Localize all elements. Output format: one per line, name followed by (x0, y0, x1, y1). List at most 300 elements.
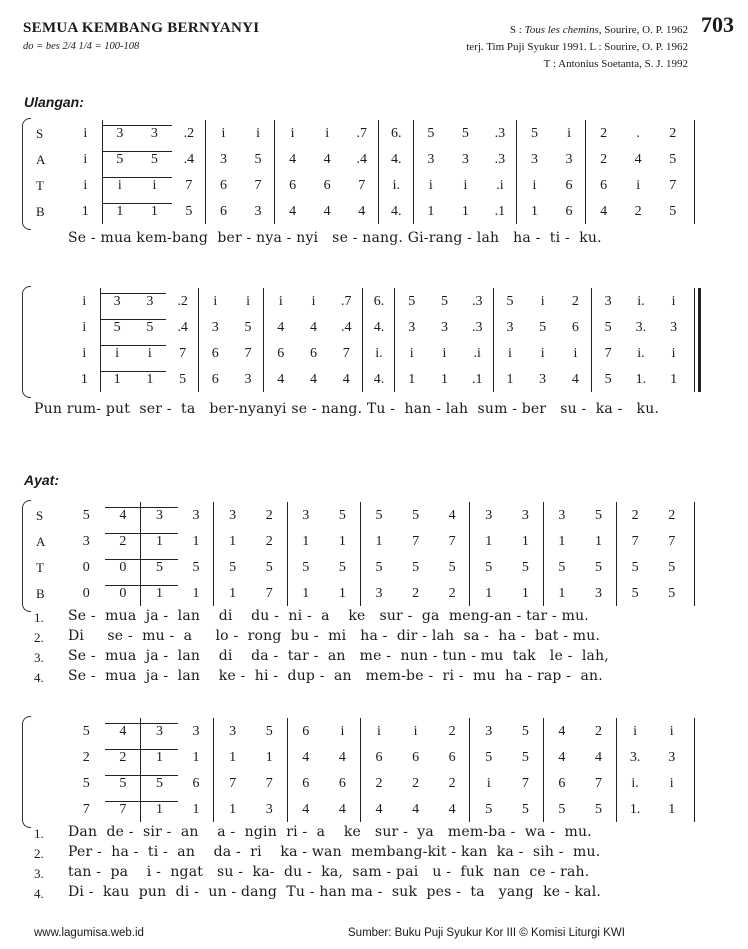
system4-note-s: 4 (558, 724, 566, 739)
system2-note-t: 7 (179, 346, 187, 361)
system1-note-s: .7 (356, 126, 367, 141)
system1-note-s: 6. (391, 126, 402, 141)
system2-lyric: Pun rum- put ser - ta ber-nyanyi se - nang. Tu - han - lah sum - ber su - ka - ku. (34, 401, 660, 417)
song-title: SEMUA KEMBANG BERNYANYI (23, 20, 260, 36)
system2-note-t: 6 (277, 346, 285, 361)
system4-note-t: 6 (302, 776, 310, 791)
system1-beam (103, 125, 172, 126)
system3-note-t: 5 (521, 560, 529, 575)
system4-note-a: 5 (521, 750, 529, 765)
system3-note-t: 5 (412, 560, 420, 575)
system3-note-b: 1 (338, 586, 346, 601)
system3-beam (105, 507, 178, 508)
system2-note-a: 5 (113, 320, 121, 335)
system3-beam (105, 585, 178, 586)
system3-verse-number: 2. (34, 630, 44, 645)
system2-note-s: .2 (177, 294, 188, 309)
system2-note-b: 6 (211, 372, 219, 387)
system1-note-s: i (567, 126, 571, 141)
system3-note-b: 1 (155, 586, 163, 601)
system3-end-barline (694, 502, 695, 606)
system2-note-a: i (82, 320, 87, 335)
system2-note-a: 4. (373, 320, 385, 335)
system3-note-t: 5 (595, 560, 603, 575)
system2-note-s: i (246, 294, 250, 309)
system3-note-a: 1 (558, 534, 566, 549)
system3-note-t: 5 (375, 560, 383, 575)
system4-note-s: i (633, 724, 638, 739)
system3-note-s: 4 (119, 508, 127, 523)
system3-voice-B: B (36, 586, 45, 601)
system1-note-s: 5 (461, 126, 469, 141)
system2-final-barline (698, 288, 701, 392)
system2-note-t: i (147, 346, 152, 361)
system4-note-t: 6 (338, 776, 346, 791)
system1-note-s: 5 (427, 126, 435, 141)
system4-verse-number: 4. (34, 886, 44, 901)
system1-note-a: 4. (391, 152, 402, 167)
system1-note-a: 3 (565, 152, 573, 167)
system2-note-t: .i (473, 346, 481, 361)
system1-note-b: 4 (600, 204, 608, 219)
system4-note-b: 5 (558, 802, 566, 817)
system2-note-s: .7 (341, 294, 352, 309)
system3-note-b: 1 (521, 586, 529, 601)
system4-verse-lyric: Per - ha - ti - an da - ri ka - wan membang-kit - kan ka - sih - mu. (68, 844, 601, 860)
system1-note-t: i (117, 178, 122, 193)
system3-note-s: 3 (229, 508, 237, 523)
system2-note-s: i (213, 294, 218, 309)
system1-note-a: 2 (600, 152, 608, 167)
system1-voice-T: T (36, 178, 44, 193)
system3-note-t: 0 (82, 560, 90, 575)
system3-note-s: 2 (631, 508, 639, 523)
system4-note-b: 1. (629, 802, 641, 817)
system3-note-b: 5 (631, 586, 639, 601)
system4-barline (287, 718, 288, 822)
system4-barline (360, 718, 361, 822)
system4-note-b: 5 (595, 802, 603, 817)
system2-note-b: 1. (635, 372, 647, 387)
system4-barline (543, 718, 544, 822)
system4-note-b: 3 (265, 802, 273, 817)
system4-note-b: 4 (338, 802, 346, 817)
system1-note-t: 6 (289, 178, 297, 193)
system1-note-b: 4 (358, 204, 366, 219)
system4-note-a: 5 (485, 750, 493, 765)
system3-barline (287, 502, 288, 606)
system1-note-a: .4 (183, 152, 195, 167)
system2-note-s: 3 (146, 294, 154, 309)
system2-note-b: 4. (373, 372, 385, 387)
system4-note-s: 3 (485, 724, 493, 739)
system4-note-a: 2 (82, 750, 90, 765)
system3-note-t: 5 (485, 560, 493, 575)
system3-note-s: 2 (265, 508, 273, 523)
system4-note-t: 6 (192, 776, 200, 791)
system4-verse-number: 1. (34, 826, 44, 841)
system2-note-s: 5 (506, 294, 514, 309)
system4-note-b: 4 (375, 802, 383, 817)
system4-note-s: 2 (448, 724, 456, 739)
system4-note-t: 7 (229, 776, 237, 791)
system4-note-a: 6 (412, 750, 420, 765)
footer-website: www.lagumisa.web.id (34, 927, 144, 939)
system4-note-t: 5 (155, 776, 163, 791)
system2-note-b: 4 (310, 372, 318, 387)
system3-note-s: 5 (375, 508, 383, 523)
system2-note-b: 4 (277, 372, 285, 387)
system4-verse-lyric: tan - pa i - ngat su - ka- du - ka, sam - pai u - fuk nan ce - rah. (68, 864, 590, 880)
system2-note-t: i (573, 346, 578, 361)
system2-beam (101, 293, 166, 294)
system4-note-a: 1 (265, 750, 273, 765)
system4-note-t: 7 (521, 776, 529, 791)
system3-barline (469, 502, 470, 606)
system4-note-s: 3 (155, 724, 163, 739)
system3-verse-number: 1. (34, 610, 44, 625)
system3-barline (140, 502, 141, 606)
system4-note-t: 6 (558, 776, 566, 791)
system4-note-a: 3. (629, 750, 641, 765)
system3-note-b: 3 (595, 586, 603, 601)
system1-note-s: 2 (600, 126, 608, 141)
system2-note-b: 4 (571, 372, 579, 387)
system4-note-t: 5 (119, 776, 127, 791)
system3-note-t: 5 (229, 560, 237, 575)
system2-note-a: 4 (277, 320, 285, 335)
system1-note-s: . (636, 126, 640, 141)
system2-note-a: 5 (146, 320, 154, 335)
system1-voice-B: B (36, 204, 45, 219)
system4-brace (22, 716, 31, 828)
system3-note-b: 5 (668, 586, 676, 601)
system4-note-b: 5 (485, 802, 493, 817)
system2-note-a: 5 (244, 320, 252, 335)
system1-beam (103, 177, 172, 178)
system1-barline (413, 120, 414, 224)
system2-note-a: 3 (670, 320, 678, 335)
system2-brace (22, 286, 31, 398)
credit-text: T : Antonius Soetanta, S. J. 1992 (543, 58, 688, 70)
verse-heading: Ayat: (24, 472, 60, 488)
system4-note-t: 2 (448, 776, 456, 791)
system4-beam (105, 723, 178, 724)
system4-note-s: i (377, 724, 381, 739)
system3-verse-lyric: Se - mua ja - lan ke - hi - dup - an mem-be - ri - mu ha - rap - an. (68, 668, 603, 684)
system3-note-s: 5 (595, 508, 603, 523)
system1-voice-A: A (36, 152, 46, 167)
system1-note-s: 2 (669, 126, 677, 141)
system2-note-b: .1 (471, 372, 483, 387)
system2-note-t: 7 (244, 346, 252, 361)
system3-note-t: 5 (558, 560, 566, 575)
system3-note-s: 3 (155, 508, 163, 523)
system3-note-t: 5 (265, 560, 273, 575)
system2-note-s: i (671, 294, 676, 309)
system3-voice-A: A (36, 534, 46, 549)
system4-note-b: 1 (192, 802, 200, 817)
system1-note-t: 7 (254, 178, 262, 193)
system2-note-b: 3 (244, 372, 252, 387)
system3-note-a: 2 (119, 534, 127, 549)
system2-beam (101, 345, 166, 346)
system1-voice-S: S (36, 126, 44, 141)
system3-note-s: 5 (338, 508, 346, 523)
system2-beam (101, 319, 166, 320)
system4-note-b: 7 (82, 802, 90, 817)
system2-note-b: 1 (408, 372, 416, 387)
system2-note-a: 3 (408, 320, 416, 335)
system4-note-s: 3 (229, 724, 237, 739)
system3-note-t: 5 (155, 560, 163, 575)
system4-beam (105, 749, 178, 750)
system1-note-b: 2 (634, 204, 642, 219)
system2-barline (362, 288, 363, 392)
system2-barline (493, 288, 494, 392)
system4-end-barline (694, 718, 695, 822)
system4-barline (213, 718, 214, 822)
system4-note-b: 1 (155, 802, 163, 817)
system1-note-b: .1 (494, 204, 506, 219)
system2-note-t: 7 (604, 346, 612, 361)
system1-note-s: 5 (530, 126, 538, 141)
system3-note-s: 4 (448, 508, 456, 523)
system1-barline (378, 120, 379, 224)
system3-note-b: 0 (82, 586, 90, 601)
system1-note-b: 4 (289, 204, 297, 219)
system2-note-t: i (409, 346, 414, 361)
system3-note-b: 7 (265, 586, 273, 601)
system1-barline (516, 120, 517, 224)
system4-note-b: 7 (119, 802, 127, 817)
system2-note-b: 3 (539, 372, 547, 387)
system2-note-a: 6 (571, 320, 579, 335)
system1-note-s: .2 (183, 126, 195, 141)
system4-note-a: 4 (338, 750, 346, 765)
system2-barline (198, 288, 199, 392)
system2-barline (263, 288, 264, 392)
system3-verse-number: 4. (34, 670, 44, 685)
system2-note-b: 5 (179, 372, 187, 387)
system4-note-s: 3 (192, 724, 200, 739)
system3-note-a: 1 (485, 534, 493, 549)
system2-note-s: 5 (408, 294, 416, 309)
system1-note-b: 5 (185, 204, 193, 219)
system3-note-a: 7 (448, 534, 456, 549)
system2-note-a: .4 (341, 320, 352, 335)
system1-note-t: 7 (185, 178, 193, 193)
system3-barline (543, 502, 544, 606)
system1-note-t: i (463, 178, 468, 193)
system2-note-s: .3 (471, 294, 483, 309)
system2-note-t: i (508, 346, 512, 361)
system4-note-b: 5 (521, 802, 529, 817)
system1-note-a: 3 (427, 152, 435, 167)
system3-note-b: 2 (412, 586, 420, 601)
system2-note-a: 3 (506, 320, 514, 335)
system2-note-s: 5 (440, 294, 448, 309)
system1-note-s: 3 (150, 126, 158, 141)
system3-note-t: 5 (338, 560, 346, 575)
system2-note-s: i. (637, 294, 645, 309)
system3-note-b: 1 (192, 586, 200, 601)
system1-note-s: i (83, 126, 88, 141)
system1-barline (205, 120, 206, 224)
system2-note-s: 6. (373, 294, 385, 309)
system1-note-s: i (290, 126, 295, 141)
system4-note-t: 7 (595, 776, 603, 791)
system2-note-a: .4 (177, 320, 188, 335)
system3-note-t: 5 (448, 560, 456, 575)
system3-note-s: 3 (192, 508, 200, 523)
system4-note-b: 4 (412, 802, 420, 817)
system3-note-a: 3 (82, 534, 90, 549)
system1-note-s: 3 (116, 126, 124, 141)
system4-note-s: 5 (521, 724, 529, 739)
system1-note-t: 7 (358, 178, 366, 193)
system4-note-t: 2 (375, 776, 383, 791)
system3-note-a: 1 (375, 534, 383, 549)
system4-note-b: 1 (668, 802, 676, 817)
system1-note-a: 5 (669, 152, 677, 167)
system2-note-s: 3 (113, 294, 121, 309)
system3-beam (105, 533, 178, 534)
system3-beam (105, 559, 178, 560)
system2-note-s: i (540, 294, 545, 309)
system3-note-t: 0 (119, 560, 127, 575)
system1-note-a: 5 (150, 152, 158, 167)
system1-note-t: .i (496, 178, 504, 193)
system2-note-b: 1 (146, 372, 154, 387)
system2-note-b: 1 (440, 372, 448, 387)
system1-note-a: 3 (530, 152, 538, 167)
system2-note-a: 3 (440, 320, 448, 335)
system4-note-a: 1 (229, 750, 237, 765)
system2-note-b: 1 (670, 372, 678, 387)
system1-note-b: 3 (254, 204, 262, 219)
system4-note-b: 1 (229, 802, 237, 817)
system4-note-a: 4 (595, 750, 603, 765)
system1-note-a: 3 (461, 152, 469, 167)
system1-note-s: .3 (494, 126, 506, 141)
system3-note-s: 3 (302, 508, 310, 523)
song-number: 703 (701, 12, 734, 37)
system3-note-s: 5 (82, 508, 90, 523)
credit-source: S : Tous les chemins, Sourire, O. P. 1962 (509, 24, 688, 36)
system3-note-s: 3 (521, 508, 529, 523)
system2-note-a: .3 (471, 320, 483, 335)
system1-note-t: 6 (323, 178, 331, 193)
system1-note-a: 4 (323, 152, 331, 167)
system1-end-barline (694, 120, 695, 224)
system4-note-a: 4 (558, 750, 566, 765)
system1-beam (103, 203, 172, 204)
system1-note-a: .4 (356, 152, 367, 167)
footer-source: Sumber: Buku Puji Syukur Kor III © Komisi Liturgi KWI (348, 927, 625, 939)
system3-barline (360, 502, 361, 606)
system4-verse-number: 3. (34, 866, 44, 881)
system3-note-a: 1 (302, 534, 310, 549)
system2-note-s: 2 (571, 294, 579, 309)
system2-note-a: 3. (635, 320, 647, 335)
system4-note-a: 1 (192, 750, 200, 765)
system1-lyric: Se - mua kem-bang ber - nya - nyi se - nang. Gi-rang - lah ha - ti - ku. (68, 230, 602, 246)
system1-note-t: i. (392, 178, 400, 193)
system4-note-s: i (669, 724, 674, 739)
system1-note-a: 4 (289, 152, 297, 167)
system4-note-t: i (486, 776, 491, 791)
system3-note-s: 2 (668, 508, 676, 523)
system3-note-a: 1 (521, 534, 529, 549)
credits (466, 22, 688, 73)
system4-note-a: 6 (375, 750, 383, 765)
system1-note-a: 5 (116, 152, 124, 167)
system4-note-s: 6 (302, 724, 310, 739)
system3-verse-lyric: Se - mua ja - lan di da - tar - an me - nun - tun - mu tak le - lah, (68, 648, 609, 664)
system2-note-s: i (82, 294, 87, 309)
system1-beam (103, 151, 172, 152)
system1-note-t: 6 (565, 178, 573, 193)
system2-note-a: 3 (211, 320, 219, 335)
system3-note-a: 1 (338, 534, 346, 549)
system1-note-s: i (256, 126, 260, 141)
system3-note-a: 7 (412, 534, 420, 549)
system2-note-t: i. (637, 346, 645, 361)
system1-note-t: i (636, 178, 641, 193)
system2-note-t: i (671, 346, 676, 361)
system2-note-t: i (115, 346, 120, 361)
system1-note-b: 4. (391, 204, 402, 219)
system3-verse-number: 3. (34, 650, 44, 665)
system2-note-b: 1 (113, 372, 121, 387)
system3-note-a: 1 (155, 534, 163, 549)
credit-translation: terj. Tim Puji Syukur 1991. L : Sourire, O. P. 1962 (466, 41, 688, 53)
system2-note-a: 5 (604, 320, 612, 335)
system1-note-a: .3 (494, 152, 506, 167)
system3-note-b: 1 (485, 586, 493, 601)
system2-note-b: 5 (604, 372, 612, 387)
system1-note-t: 6 (600, 178, 608, 193)
system3-note-b: 1 (302, 586, 310, 601)
system4-note-a: 2 (119, 750, 127, 765)
system4-note-b: 4 (302, 802, 310, 817)
system2-note-t: i (442, 346, 447, 361)
system4-note-a: 4 (302, 750, 310, 765)
system2-note-a: 4 (310, 320, 318, 335)
system2-barline (591, 288, 592, 392)
system2-note-s: i (278, 294, 283, 309)
system1-note-b: 1 (81, 204, 89, 219)
system4-barline (140, 718, 141, 822)
tempo-key-signature: do = bes 2/4 1/4 = 100-108 (23, 41, 140, 52)
system1-note-s: i (325, 126, 330, 141)
system1-note-t: i (532, 178, 537, 193)
system1-note-b: 6 (219, 204, 227, 219)
system3-note-b: 2 (448, 586, 456, 601)
system4-verse-lyric: Di - kau pun di - un - dang Tu - han ma - suk pes - ta yang ke - kal. (68, 884, 602, 900)
system1-note-b: 6 (565, 204, 573, 219)
system2-note-t: 6 (211, 346, 219, 361)
system4-note-s: 5 (82, 724, 90, 739)
system3-note-b: 1 (229, 586, 237, 601)
system2-note-t: 7 (342, 346, 350, 361)
system4-note-s: i (340, 724, 345, 739)
system3-voice-S: S (36, 508, 44, 523)
system4-note-a: 6 (448, 750, 456, 765)
system3-note-s: 5 (412, 508, 420, 523)
system3-note-a: 2 (265, 534, 273, 549)
